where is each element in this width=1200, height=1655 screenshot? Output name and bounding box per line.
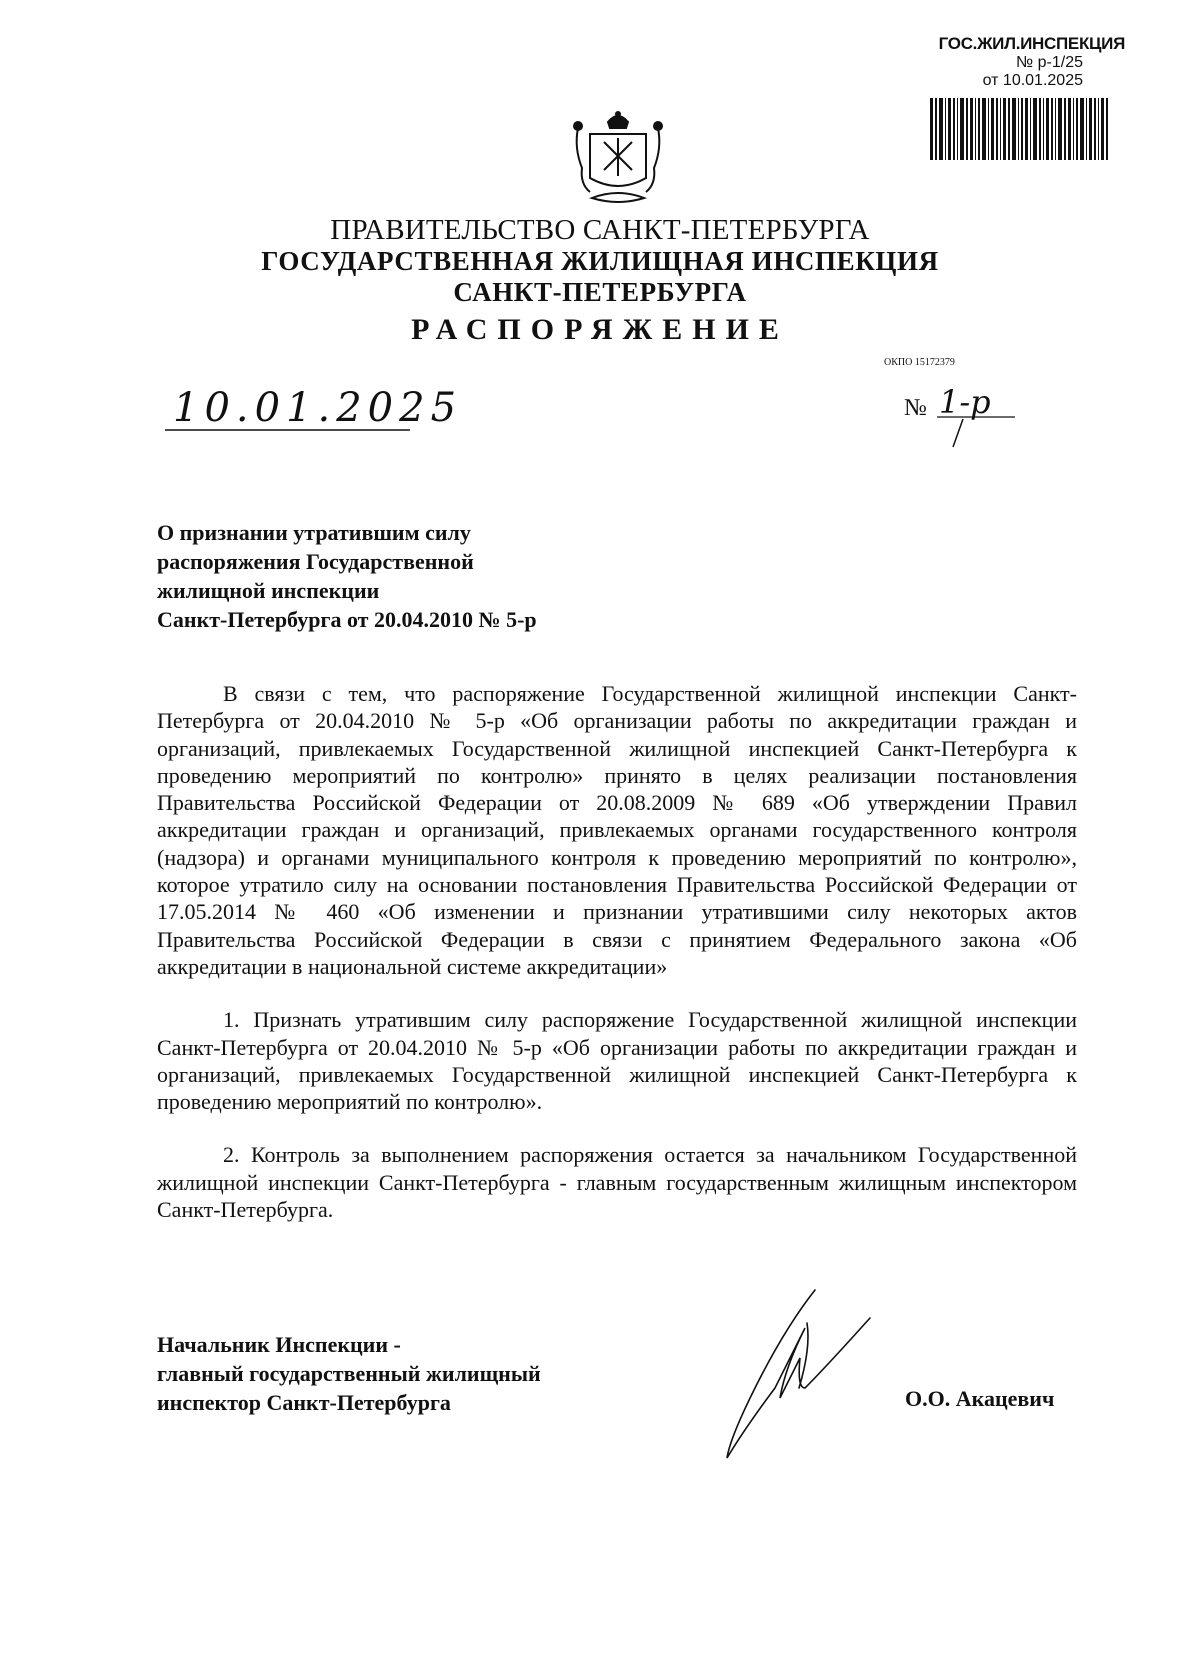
government-title: ПРАВИТЕЛЬСТВО САНКТ-ПЕТЕРБУРГА (330, 214, 870, 246)
signer-name: О.О. Акацевич (905, 1386, 1055, 1411)
document-subject (157, 518, 677, 634)
signer-position-line: инспектор Санкт-Петербурга (157, 1390, 451, 1415)
handwritten-date-text: 10.01.2025 (173, 385, 463, 431)
handwritten-number-text: 1-р (939, 383, 991, 421)
handwritten-signature (715, 1288, 875, 1463)
subject-line: О признании утратившим силу (157, 520, 471, 545)
preamble-paragraph: В связи с тем, что распоряжение Государственной жилищной инспекции Санкт-Петербурга от 20.04.2010 № 5-р «Об организации работы по аккредитации граждан и организаций, привлекаемых Государственной жилищной инспекцией Санкт-Петербурга к проведению мероприятий по контролю» принято в целях реализации постановления Правительства Российской Федерации от 20.08.2009 № 689 «Об утверждении Правил аккредитации граждан и организаций, привлекаемых органами государственного контроля (надзора) и органами муниципального контроля к проведению мероприятий по контролю», которое утратило силу на основании постановления Правительства Российской Федерации от 17.05.2014 № 460 «Об изменении и признании утратившими силу некоторых актов Правительства Российской Федерации в связи с принятием Федерального закона «Об аккредитации в национальной системе аккредитации» (157, 681, 1077, 979)
signer-position (157, 1330, 657, 1417)
registration-stamp (915, 34, 1125, 90)
document-type: РАСПОРЯЖЕНИЕ (411, 313, 789, 346)
handwritten-date (165, 385, 463, 433)
stamp-org: ГОС.ЖИЛ.ИНСПЕКЦИЯ (938, 34, 1125, 53)
coat-of-arms-icon (568, 108, 668, 208)
document-header (0, 214, 1200, 350)
barcode (930, 98, 1108, 160)
order-item-2: 2. Контроль за выполнением распоряжения остается за начальником Государственной жилищной инспекции Санкт-Петербурга - главным государственным жилищным инспектором Санкт-Петербурга. (157, 1142, 1077, 1223)
okpo-code: ОКПО 15172379 (884, 357, 955, 368)
city-title: САНКТ-ПЕТЕРБУРГА (453, 277, 747, 307)
inspection-title: ГОСУДАРСТВЕННАЯ ЖИЛИЩНАЯ ИНСПЕКЦИЯ (261, 246, 939, 276)
number-label: № (904, 395, 927, 421)
stamp-date: от 10.01.2025 (982, 72, 1083, 89)
handwritten-number (935, 385, 1015, 460)
signer-position-line: Начальник Инспекции - (157, 1332, 401, 1357)
subject-line: жилищной инспекции (157, 578, 380, 603)
subject-line: Санкт-Петербурга от 20.04.2010 № 5-р (157, 607, 537, 632)
signer-position-line: главный государственный жилищный (157, 1361, 541, 1386)
document-body (157, 680, 1077, 1223)
order-item-1: 1. Признать утратившим силу распоряжение Государственной жилищной инспекции Санкт-Петербурга от 20.04.2010 № 5-р «Об организации работы по аккредитации граждан и организаций, привлекаемых Государственной жилищной инспекцией Санкт-Петербурга к проведению мероприятий по контролю». (157, 1007, 1077, 1115)
subject-line: распоряжения Государственной (157, 549, 474, 574)
stamp-number: № р-1/25 (1016, 54, 1083, 71)
